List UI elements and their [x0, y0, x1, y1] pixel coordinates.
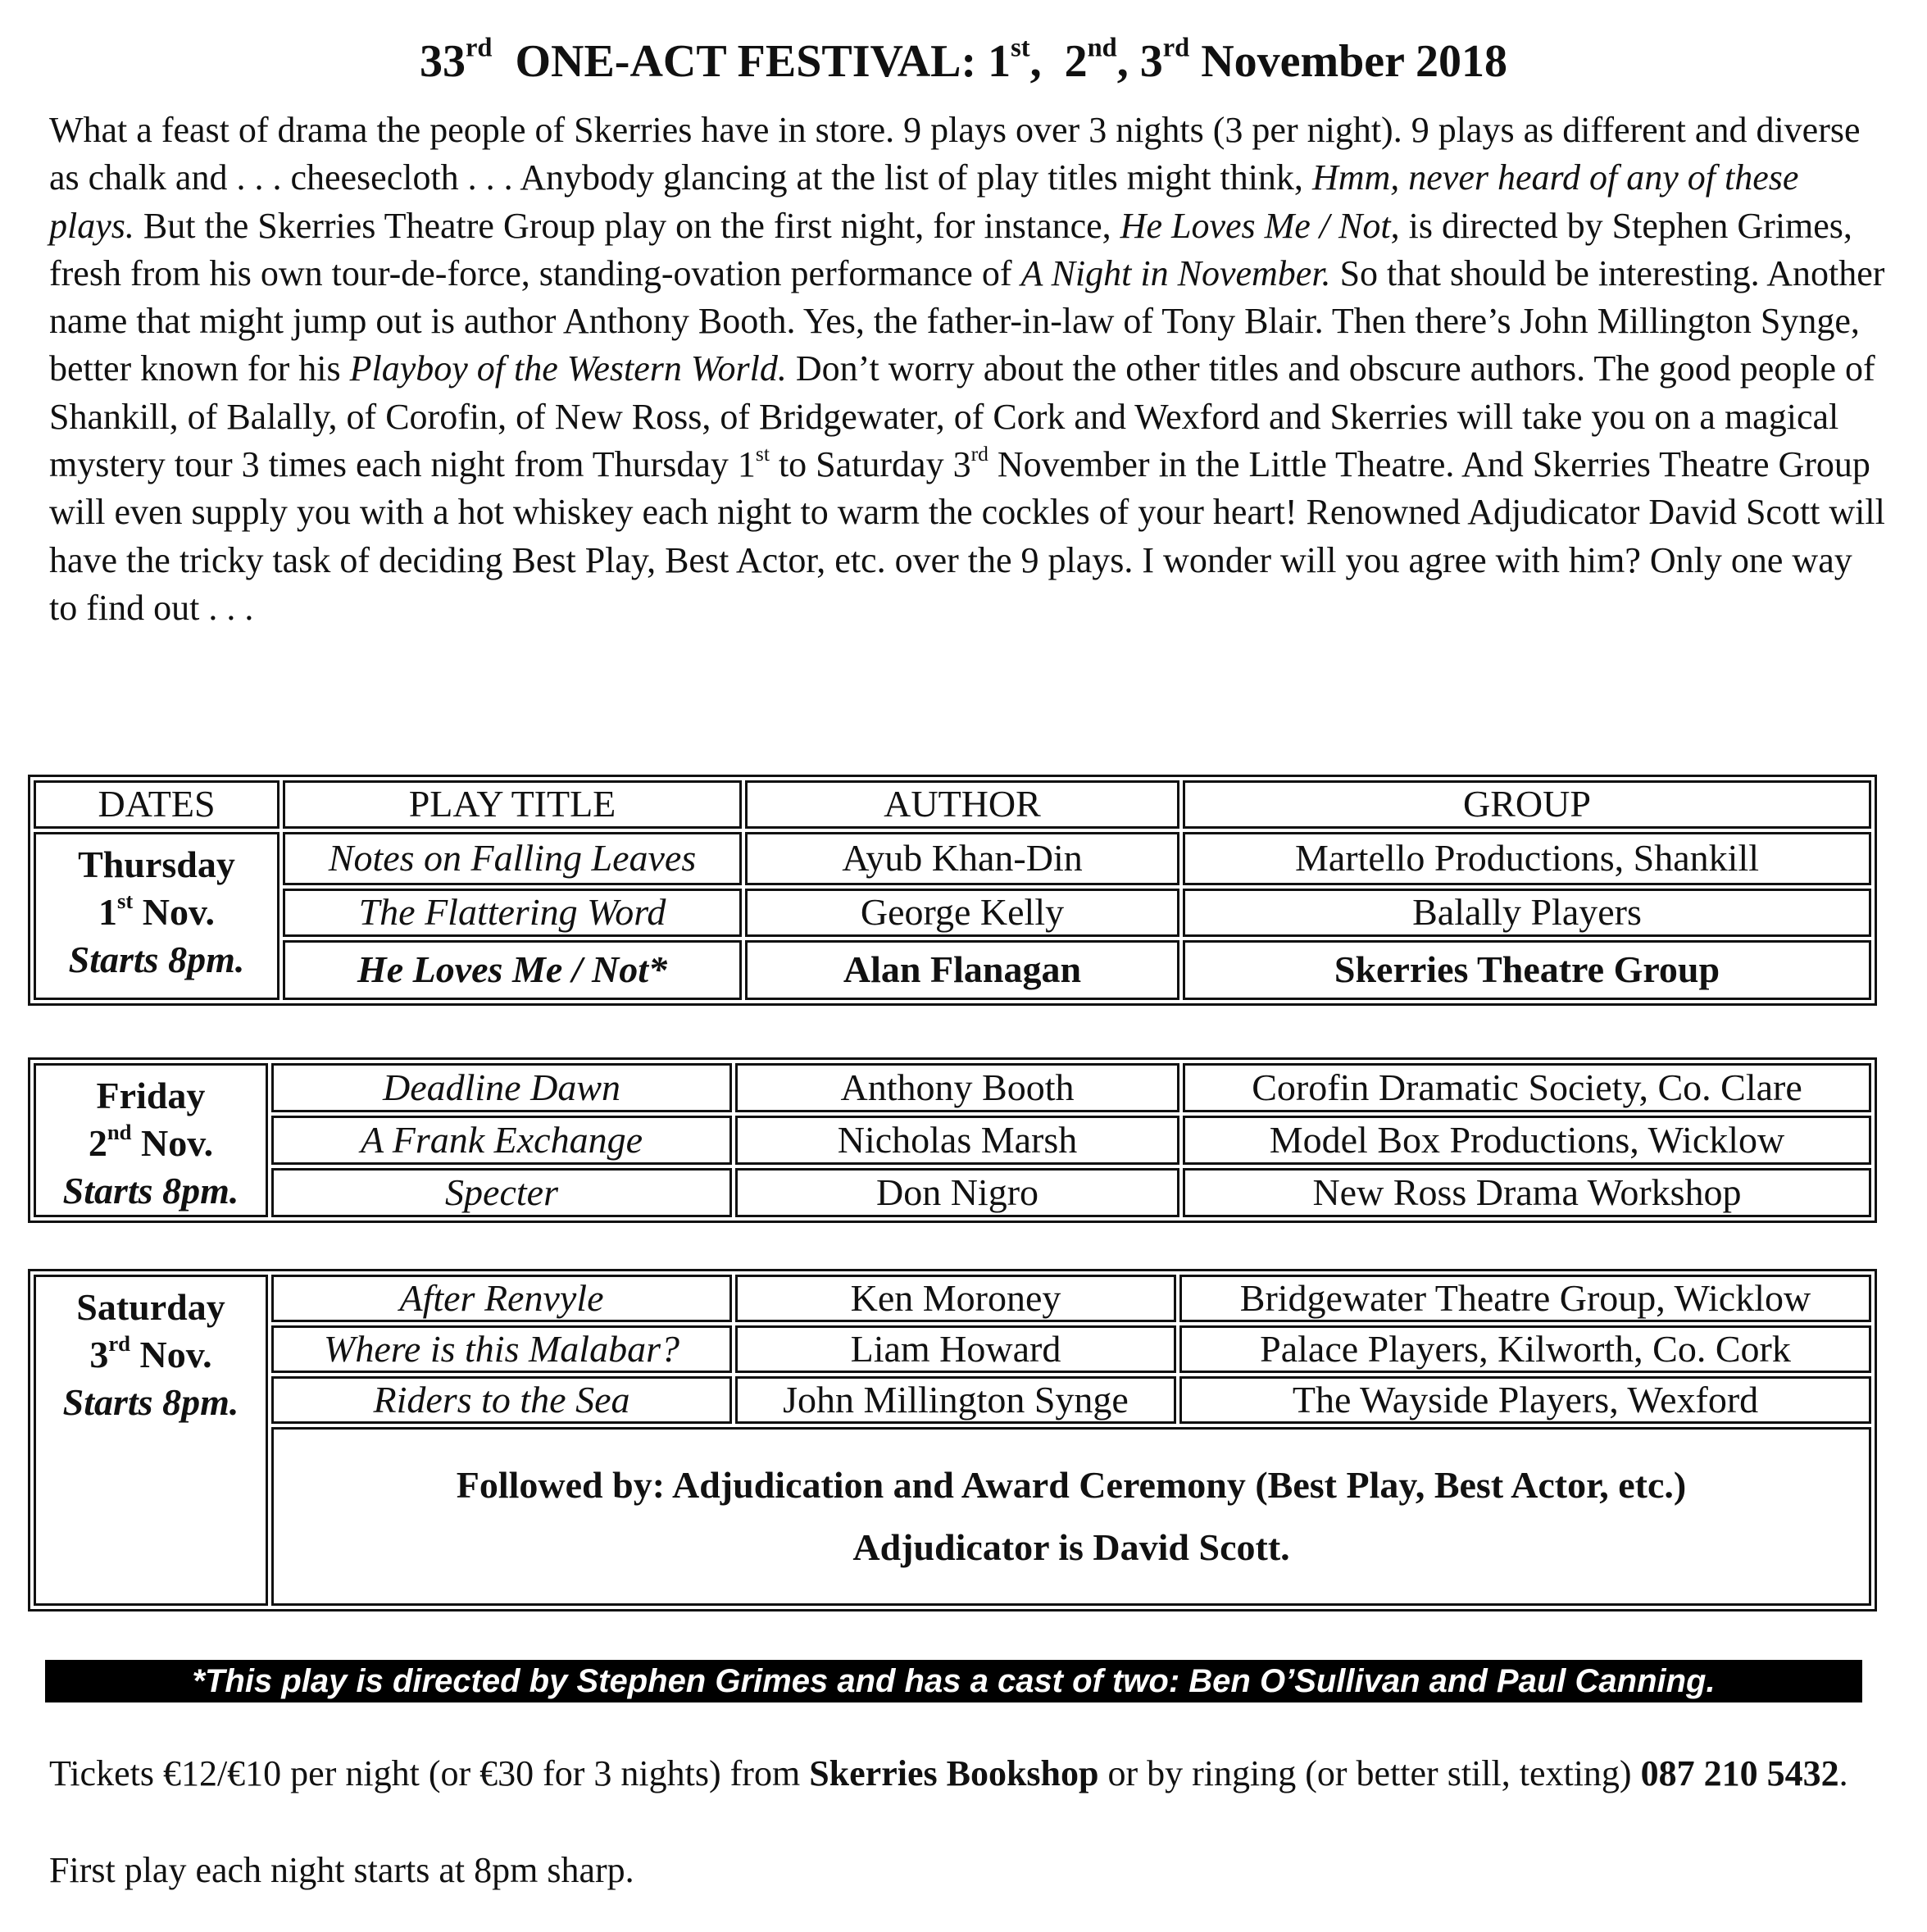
title-ordinal-suffix: rd [465, 33, 493, 63]
night-starts: Starts 8pm. [62, 1169, 239, 1211]
night-date-month: Nov. [133, 890, 215, 933]
night-day: Friday [96, 1075, 206, 1116]
table-row [34, 1063, 1871, 1112]
intro-text-4: So that should be interesting. Another name that might jump out is author Anthony Booth. Yes, the father-in-law of Tony Blair. Then there’s John Millington Synge, better known for his [49, 252, 1885, 389]
phone-number: 087 210 5432 [1640, 1753, 1839, 1793]
play-group: The Wayside Players, Wexford [1179, 1376, 1871, 1424]
first-play-note: First play each night starts at 8pm sharp. [49, 1850, 634, 1890]
night-starts: Starts 8pm. [62, 1380, 239, 1423]
play-group: Palace Players, Kilworth, Co. Cork [1179, 1325, 1871, 1373]
play-title: Notes on Falling Leaves [283, 832, 742, 885]
play-author: Don Nigro [735, 1168, 1179, 1217]
night-date-month: Nov. [130, 1333, 212, 1375]
play-author: Liam Howard [735, 1325, 1176, 1373]
night-starts: Starts 8pm. [68, 938, 245, 980]
night-day: Saturday [76, 1286, 225, 1328]
title-sep1: , 2 [1029, 36, 1088, 87]
night-date-num: 2 [88, 1121, 107, 1164]
tickets-text-2: or by ringing (or better still, texting) [1098, 1753, 1641, 1793]
play-group: Martello Productions, Shankill [1183, 832, 1871, 885]
director-note-banner: *This play is directed by Stephen Grimes and has a cast of two: Ben O’Sullivan and Paul Canning. [45, 1660, 1862, 1702]
play-group: Corofin Dramatic Society, Co. Clare [1183, 1063, 1871, 1112]
play-author: Nicholas Marsh [735, 1116, 1179, 1165]
table-row [34, 832, 1871, 885]
play-author: Ayub Khan-Din [745, 832, 1179, 885]
intro-sup-2: rd [970, 441, 988, 466]
intro-paragraph [49, 107, 1885, 632]
night-date-saturday [34, 1275, 268, 1606]
tickets-text-1: Tickets €12/€10 per night (or €30 for 3 nights) from [49, 1753, 810, 1793]
night-date-month: Nov. [131, 1121, 214, 1164]
play-author: Ken Moroney [735, 1275, 1176, 1322]
awards-row [34, 1427, 1871, 1606]
title-main: ONE-ACT FESTIVAL: 1 [515, 36, 1011, 87]
intro-text-2: But the Skerries Theatre Group play on the first night, for instance, [134, 205, 1120, 246]
page-title [0, 34, 1927, 89]
header-author: AUTHOR [745, 780, 1179, 829]
schedule-table-friday [28, 1057, 1877, 1223]
table-row [34, 1116, 1871, 1165]
table-row [34, 1275, 1871, 1322]
schedule-table-saturday [28, 1269, 1877, 1612]
table-row [34, 1168, 1871, 1217]
play-group: Balally Players [1183, 889, 1871, 937]
intro-italic-2: He Loves Me / Not [1120, 205, 1391, 246]
intro-text-5: Don’t worry about the other titles and obscure authors. The good people of Shankill, of Balally, of Corofin, of New Ross, of Bridgewater, of Cork and Wexford and Skerries will take you on a magical mystery tour 3 times each night from Thursday 1 [49, 348, 1875, 485]
intro-text-1: What a feast of drama the people of Skerries have in store. 9 plays over 3 nights (3 per night). 9 plays as different and diverse as chalk and . . . cheesecloth . . . Anybody glancing at the list of play titles might think, [49, 110, 1861, 198]
play-title: Riders to the Sea [271, 1376, 732, 1424]
intro-text-7: November in the Little Theatre. And Skerries Theatre Group will even supply you with a hot whiskey each night to warm the cockles of your heart! Renowned Adjudicator David Scott will have the tricky task of deciding Best Play, Best Actor, etc. over the 9 plays. I wonder will you agree with him? Only one way to find out . . . [49, 444, 1885, 628]
play-title: Deadline Dawn [271, 1063, 732, 1112]
play-author: Alan Flanagan [745, 940, 1179, 1000]
tickets-info [49, 1750, 1885, 1798]
intro-italic-4: Playboy of the Western World. [349, 348, 787, 389]
play-author: John Millington Synge [735, 1376, 1176, 1424]
intro-italic-3: A Night in November. [1020, 252, 1331, 293]
table-row [34, 1325, 1871, 1373]
adjudicator-text: Adjudicator is David Scott. [852, 1526, 1290, 1568]
night-date-num: 1 [98, 890, 118, 933]
header-group: GROUP [1183, 780, 1871, 829]
title-day2-suffix: nd [1087, 33, 1117, 63]
play-group: Skerries Theatre Group [1183, 940, 1871, 1000]
play-author: Anthony Booth [735, 1063, 1179, 1112]
header-dates: DATES [34, 780, 280, 829]
play-title: He Loves Me / Not* [283, 940, 742, 1000]
table-row-highlighted [34, 940, 1871, 1000]
play-title: After Renvyle [271, 1275, 732, 1322]
night-date-suffix: rd [108, 1330, 130, 1356]
table-row [34, 1376, 1871, 1424]
intro-text-6: to Saturday 3 [769, 444, 971, 485]
night-date-thursday [34, 832, 280, 1000]
play-author: George Kelly [745, 889, 1179, 937]
title-ordinal: 33 [419, 36, 466, 87]
play-group: New Ross Drama Workshop [1183, 1168, 1871, 1217]
play-title: A Frank Exchange [271, 1116, 732, 1165]
title-end: November 2018 [1189, 36, 1508, 87]
night-day: Thursday [78, 843, 235, 885]
table-header-row [34, 780, 1871, 829]
table-row [34, 889, 1871, 937]
schedule-table-thursday [28, 775, 1877, 1006]
night-date-friday [34, 1063, 268, 1217]
intro-text-3: , is directed by Stephen Grimes, fresh from his own tour-de-force, standing-ovation performance of [49, 205, 1852, 293]
intro-sup-1: st [755, 441, 770, 466]
night-date-suffix: st [117, 888, 134, 913]
play-title: Where is this Malabar? [271, 1325, 732, 1373]
night-date-num: 3 [89, 1333, 109, 1375]
night-date-suffix: nd [107, 1119, 132, 1144]
play-group: Bridgewater Theatre Group, Wicklow [1179, 1275, 1871, 1322]
bookshop-name: Skerries Bookshop [809, 1753, 1099, 1793]
play-title: Specter [271, 1168, 732, 1217]
play-group: Model Box Productions, Wicklow [1183, 1116, 1871, 1165]
play-title: The Flattering Word [283, 889, 742, 937]
awards-cell [271, 1427, 1871, 1606]
title-day1-suffix: st [1011, 33, 1030, 63]
title-sep2: , 3 [1116, 36, 1163, 87]
followed-by-text: Followed by: Adjudication and Award Ceremony (Best Play, Best Actor, etc.) [456, 1464, 1687, 1506]
tickets-text-3: . [1838, 1753, 1848, 1793]
header-play-title: PLAY TITLE [283, 780, 742, 829]
intro-italic-1: Hmm, never heard of any of these plays. [49, 157, 1799, 246]
title-day3-suffix: rd [1162, 33, 1190, 63]
